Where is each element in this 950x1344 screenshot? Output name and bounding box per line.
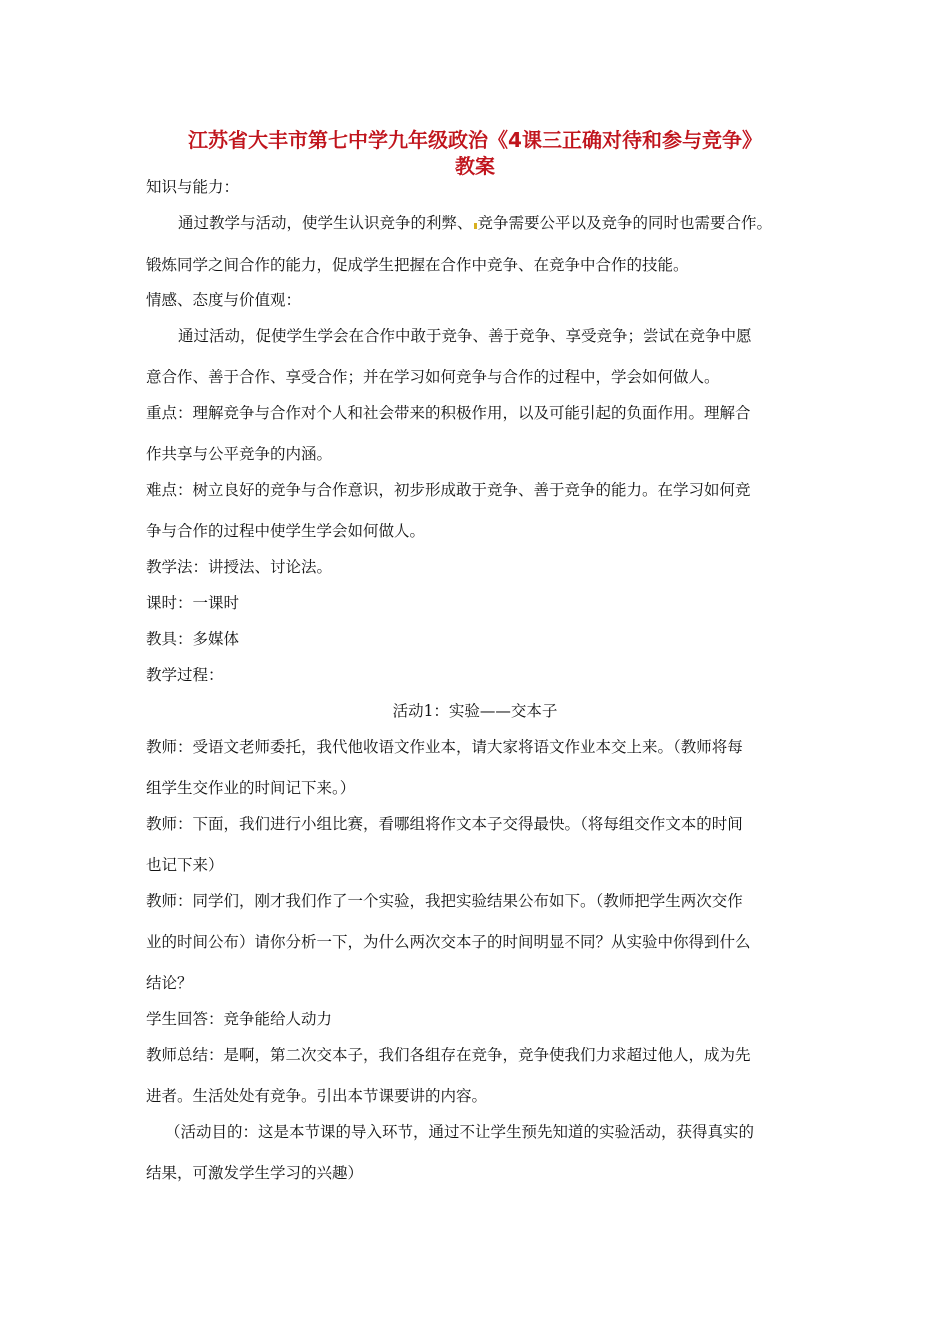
teacher-line-2: 教师：下面，我们进行小组比赛，看哪组将作文本子交得最快。（将每组交作文本的时间 — [146, 815, 743, 833]
document-title: 江苏省大丰市第七中学九年级政治《4课三正确对待和参与竞争》 — [188, 128, 762, 152]
difficult-points: 难点：树立良好的竞争与合作意识，初步形成敢于竞争、善于竞争的能力。在学习如何竞 — [146, 481, 751, 499]
teacher-line-3-end: 结论？ — [146, 974, 193, 992]
key-points-cont: 作共享与公平竞争的内涵。 — [146, 445, 333, 463]
document-title-line2: 教案 — [455, 154, 495, 178]
activity-purpose: （活动目的：这是本节课的导入环节，通过不让学生预先知道的实验活动，获得真实的 — [165, 1123, 755, 1141]
heading-emotion: 情感、态度与价值观： — [146, 291, 302, 309]
teaching-tools: 教具：多媒体 — [146, 630, 240, 648]
knowledge-paragraph-cont: 锻炼同学之间合作的能力，促成学生把握在合作中竞争、在竞争中合作的技能。 — [146, 256, 689, 274]
teacher-line-3: 教师：同学们，刚才我们作了一个实验，我把实验结果公布如下。（教师把学生两次交作 — [146, 892, 743, 910]
teacher-line-1-cont: 组学生交作业的时间记下来。） — [146, 779, 356, 797]
emotion-paragraph: 通过活动，促使学生学会在合作中敢于竞争、善于竞争、享受竞争；尝试在竞争中愿 — [178, 327, 752, 345]
teacher-summary: 教师总结：是啊，第二次交本子，我们各组存在竞争，竞争使我们力求超过他人，成为先 — [146, 1046, 751, 1064]
emotion-paragraph-cont: 意合作、善于合作、享受合作；并在学习如何竞争与合作的过程中，学会如何做人。 — [146, 368, 720, 386]
knowledge-text-b: 竞争需要公平以及竞争的同时也需要合作。 — [477, 214, 773, 232]
teacher-line-3-cont: 业的时间公布）请你分析一下，为什么两次交本子的时间明显不同？从实验中你得到什么 — [146, 933, 751, 951]
student-answer: 学生回答：竞争能给人动力 — [146, 1010, 333, 1028]
teacher-summary-cont: 进者。生活处处有竞争。引出本节课要讲的内容。 — [146, 1087, 488, 1105]
heading-knowledge: 知识与能力： — [146, 178, 240, 196]
teacher-line-2-cont: 也记下来） — [146, 856, 224, 874]
teacher-line-1: 教师：受语文老师委托，我代他收语文作业本，请大家将语文作业本交上来。（教师将每 — [146, 738, 743, 756]
marker-dot — [474, 223, 477, 229]
activity-title: 活动1：实验——交本子 — [392, 702, 558, 720]
difficult-points-cont: 争与合作的过程中使学生学会如何做人。 — [146, 522, 426, 540]
key-points: 重点：理解竞争与合作对个人和社会带来的积极作用，以及可能引起的负面作用。理解合 — [146, 404, 751, 422]
knowledge-paragraph — [178, 212, 772, 234]
teaching-method: 教学法：讲授法、讨论法。 — [146, 558, 333, 576]
activity-purpose-cont: 结果，可激发学生学习的兴趣） — [146, 1164, 364, 1182]
teaching-process: 教学过程： — [146, 666, 224, 684]
class-period: 课时：一课时 — [146, 594, 240, 612]
knowledge-text-a: 通过教学与活动，使学生认识竞争的利弊、 — [178, 214, 473, 232]
